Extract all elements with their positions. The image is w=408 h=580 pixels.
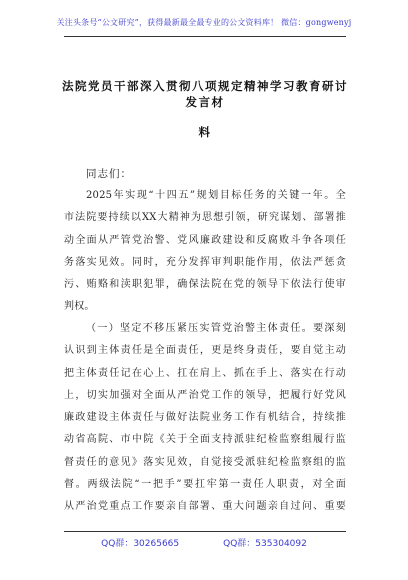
header-promo-note: 关注头条号“公文研究”，获得最新最全最专业的公文资料库！ 微信：gongwenyj xyxy=(56,18,352,27)
paragraph-line: 判权。 xyxy=(64,301,95,313)
paragraph-line: 从严治党重点工作要亲自部署、重大问题亲自过问、重要 xyxy=(64,501,346,513)
footer-qq-group-1: QQ群：30265665 xyxy=(101,539,180,549)
paragraph-line: 务落实见效。同时，充分发挥审判职能作用，依法严惩贪 xyxy=(64,256,346,268)
paragraph-line: 把主体责任记在心上、扛在肩上、抓在手上、落实在行动 xyxy=(64,367,346,379)
paragraph-1 xyxy=(64,185,346,319)
paragraph-2 xyxy=(64,318,346,519)
paragraph-line: （一）坚定不移压紧压实管党治警主体责任。要深刻 xyxy=(86,323,346,334)
paragraph-line: 上，切实加强对全面从严治党工作的领导，把履行好党风 xyxy=(64,389,346,401)
document-title-line-2: 料 xyxy=(198,125,212,139)
paragraph-line: 督。两级法院“一把手”要扛牢第一责任人职责，对全面 xyxy=(64,479,346,491)
paragraph-line: 廉政建设主体责任与做好法院业务工作有机结合，持续推 xyxy=(64,412,346,424)
paragraph-line: 2025年实现“十四五”规划目标任务的关键一年。全 xyxy=(86,190,346,201)
header-divider xyxy=(64,36,346,37)
footer-divider xyxy=(64,531,346,532)
paragraph-line: 督责任的意见》落实见效，自觉接受派驻纪检监察组的监 xyxy=(64,456,346,468)
footer-contact xyxy=(0,536,408,549)
paragraph-line: 污、贿赂和渎职犯罪，确保法院在党的领导下依法行使审 xyxy=(64,279,346,291)
paragraph-line: 动全面从严管党治警、党风廉政建设和反腐败斗争各项任 xyxy=(64,234,346,246)
footer-qq-group-2: QQ群：535304092 xyxy=(223,539,307,549)
paragraph-line: 认识到主体责任是全面责任，更是终身责任，要自觉主动 xyxy=(64,345,346,357)
paragraph-line: 市法院要持续以XX大精神为思想引领，研究谋划、部署推 xyxy=(64,212,346,224)
greeting: 同志们： xyxy=(86,168,132,180)
paragraph-line: 动省高院、市中院《关于全面支持派驻纪检监察组履行监 xyxy=(64,434,346,446)
document-title-line-1: 法院党员干部深入贯彻八项规定精神学习教育研讨发言材 xyxy=(62,79,348,109)
